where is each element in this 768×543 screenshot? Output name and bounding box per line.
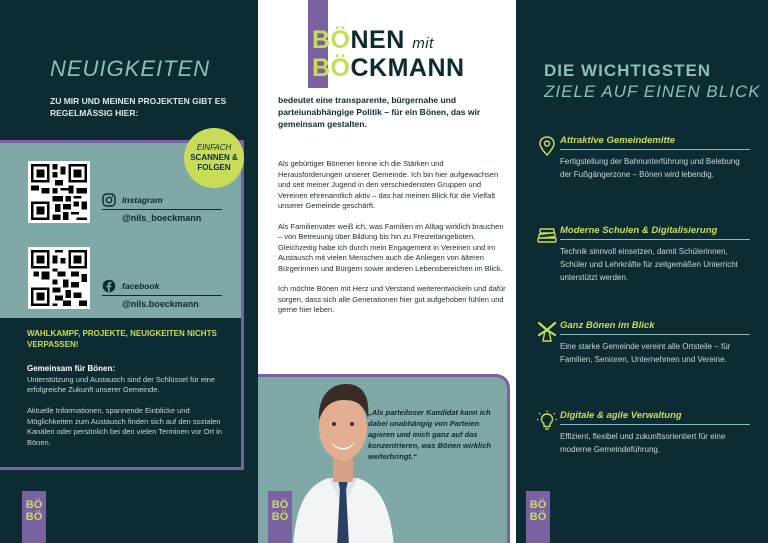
brand-line-1 [312,26,434,55]
middle-panel [258,0,516,543]
goal-heading: Ganz Bönen im Blick [560,320,750,335]
logo-mark-bottom: BÖ [271,511,289,523]
facebook-qr-code[interactable] [28,247,90,309]
location-pin-icon [536,135,558,157]
brand-line-2 [312,54,465,83]
instagram-label: Instagram [122,195,163,205]
facebook-label: facebook [122,281,160,291]
goal-item [536,225,750,284]
goal-text: Effizient, flexibel und zukunftsorientiert für eine moderne Gemeindeführung. [560,432,726,454]
brand-mit: mit [412,35,434,52]
badge-line-1: EINFACH [196,143,232,152]
facebook-icon [102,279,116,293]
scan-badge [184,128,244,188]
goal-text: Technik sinnvoll einsetzen, damit Schülerinnen, Schüler und Lehrkräfte für zeitgemäßen Unterricht unterstützt werden. [560,247,738,282]
windmill-icon [536,320,558,342]
brand-rest-2: CKMANN [350,54,465,82]
goal-heading: Digitale & agile Verwaltung [560,410,750,425]
instagram-icon [102,193,116,207]
logo-mark-bottom: BÖ [25,511,43,523]
facebook-link[interactable] [102,279,222,309]
info-paragraph-1: Unterstützung und Austausch sind der Schlüssel für eine erfolgreiche Zukunft unserer Gemeinde. [27,374,216,394]
news-title: NEUIGKEITEN [50,56,211,81]
lightbulb-icon [536,410,558,432]
logo-mark-middle [268,491,292,543]
facebook-handle: @nils.boeckmann [122,299,199,309]
logo-mark-bottom: BÖ [529,511,547,523]
logo-mark-top: BÖ [271,499,289,511]
body-text [278,159,506,326]
badge-line-3: FOLGEN [197,163,231,172]
info-text [27,364,229,448]
goal-heading: Moderne Schulen & Digitalisierung [560,225,750,240]
info-paragraph-2: Aktuelle Informationen, spannende Einblicke und Möglichkeiten zum Austausch finden sich auf den sozialen Kanälen oder persönlich bei den vielen Terminen vor Ort in Bönen. [27,406,222,447]
goals-title [544,60,761,102]
badge-line-2: SCANNEN & [190,153,238,162]
body-paragraph-2: Als Familienvater weiß ich, was Familien im Alltag wirklich brauchen – von Betreuung über Bildung bis hin zu Freizeitangeboten. Gleichzeitig habe ich durch mein Engagement in Vereinen und im Austausch mit vielen Menschen auch die Anliegen von älteren Bürgerinnen und Bürgern sowie anderen Lebensbereichen im Blick. [278,221,504,273]
brand-rest-1: NEN [350,26,405,54]
lead-text: bedeutet eine transparente, bürgernahe und parteiunabhängige Politik – für ein Bönen, das wir gemeinsam gestalten. [278,95,481,129]
right-panel [516,0,768,543]
logo-mark-right [526,491,550,543]
info-section [0,318,244,470]
goals-title-line-1: DIE WICHTIGSTEN [544,61,712,80]
instagram-link[interactable] [102,193,222,223]
goal-heading: Attraktive Gemeindemitte [560,135,750,150]
books-icon [536,225,558,247]
logo-mark-top: BÖ [529,499,547,511]
brand-accent-2: BÖ [312,54,351,82]
goals-title-line-2: ZIELE AUF EINEN BLICK [544,82,761,101]
brand-accent-1: BÖ [312,26,351,54]
goal-text: Eine starke Gemeinde vereint alle Ortsteile – für Familien, Senioren, Unternehmen und Vereine. [560,342,731,364]
goal-item [536,410,750,456]
left-panel [0,0,258,543]
info-heading: WAHLKAMPF, PROJEKTE, NEUIGKEITEN NICHTS VERPASSEN! [27,329,217,349]
goal-text: Fertigstellung der Bahnunterführung und Belebung der Fußgängerzone – Bönen wird lebendig. [560,157,740,179]
news-subtitle: ZU MIR UND MEINEN PROJEKTEN GIBT ES REGELMÄSSIG HIER: [50,96,227,118]
logo-mark-left [22,491,46,543]
body-paragraph-1: Als gebürtiger Bönener kenne ich die Stärken und Herausforderungen unserer Gemeinde. Ich bin hier aufgewachsen und seit meiner Jugend in den verschiedensten Gruppen und Vereinen ehrenamtlich aktiv – das hat meinen Blick für die Vielfalt unserer Gemeinde geschärft. [278,159,499,210]
instagram-qr-code[interactable] [28,161,90,223]
info-bold: Gemeinsam für Bönen: [27,364,116,373]
logo-mark-top: BÖ [25,499,43,511]
goal-item [536,320,750,366]
instagram-handle: @nils_boeckmann [122,213,202,223]
candidate-quote: „Als parteiloser Kandidat kann ich dabei unabhängig von Parteien agieren und mich ganz auf das konzentrieren, was Bönen wirklich weiterbringt.“ [368,408,491,461]
goal-item [536,135,750,181]
candidate-portrait [288,356,398,543]
body-paragraph-3: Ich möchte Bönen mit Herz und Verstand weiterentwickeln und dafür sorgen, dass sich alle Generationen hier gut aufgehoben fühlen und gerne hier leben. [278,284,506,314]
